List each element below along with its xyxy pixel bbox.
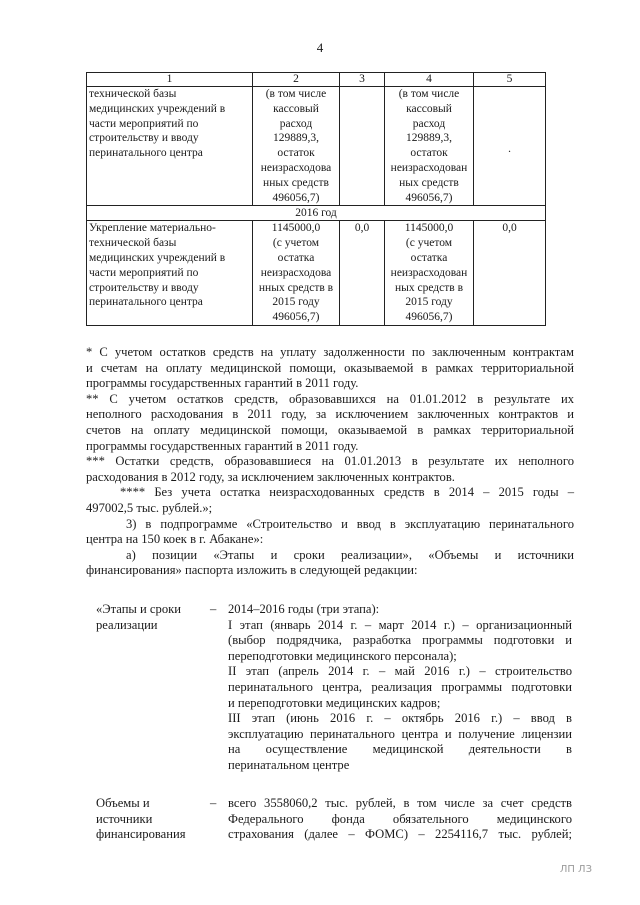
table-year-row — [87, 206, 546, 221]
table-cell-total: 1145000,0 (с учетом остатка неизрасходова нных средств в 2015 году 496056,7) — [253, 221, 340, 326]
stages-dash: – — [210, 602, 217, 616]
stages-content: 2014–2016 годы (три этапа): I этап (январь 2014 г. – март 2014 г.) – организационный (выбор подрядчика, разработка программы подготовки и переподготовки медицинского персонала); II этап (апрель 2014 г. – май 2016 г.) – строительство перинатального центра, реализация программы подготовки и переподготовки медицинских кадров; III этап (июнь 2016 г. – октябрь 2016 г.) – ввод в эксплуатацию перинатального центра и получение лицензии на осуществление медицинской деятельности в перинатальном центре — [228, 602, 572, 772]
header-cell: 3 — [340, 73, 385, 87]
funding-content: всего 3558060,2 тыс. рублей, в том числе за счет средств Федерального фонда обязательного медицинского страхования (далее – ФОМС) – 2254116,7 тыс. рублей; — [228, 796, 572, 842]
header-cell: 4 — [385, 73, 474, 87]
footnote-3: *** Остатки средств, образовавшиеся на 01.01.2013 в результате их неполного — [86, 454, 574, 469]
table-cell-description: технической базы медицинских учреждений в части мероприятий по строительству и вводу перинатального центра — [87, 87, 253, 206]
table-header-row — [87, 73, 546, 87]
funding-dash: – — [210, 796, 217, 810]
financing-table — [86, 72, 546, 326]
header-cell: 2 — [253, 73, 340, 87]
footnote-1: * С учетом остатков средств на уплату задолженности по заключенным контрактам — [86, 345, 574, 359]
table-row — [87, 221, 546, 326]
year-label: 2016 год — [87, 206, 546, 221]
funding-label: Объемы и источники финансирования — [96, 796, 186, 842]
funding-section — [86, 796, 586, 846]
stages-label: «Этапы и сроки реализации — [96, 602, 181, 632]
table-row — [87, 87, 546, 206]
table-cell-col4: 1145000,0 (с учетом остатка неизрасходован ных средств в 2015 году 496056,7) — [385, 221, 474, 326]
table-cell-col3 — [340, 87, 385, 206]
stages-section — [86, 602, 586, 782]
table-cell-col5: · — [474, 87, 546, 206]
table-cell-description: Укрепление материально- технической базы медицинских учреждений в части мероприятий по строительству и вводу перинатального центра — [87, 221, 253, 326]
header-cell: 5 — [474, 73, 546, 87]
paragraph-3: 3) в подпрограмме «Строительство и ввод в эксплуатацию перинатального — [126, 516, 574, 531]
footnote-2: ** С учетом остатков средств, образовавшихся на 01.01.2012 в результате их — [86, 391, 574, 406]
page-number: 4 — [316, 40, 324, 55]
table-cell-col5: 0,0 — [474, 221, 546, 326]
table-cell-col3: 0,0 — [340, 221, 385, 326]
footnote-4: **** Без учета остатка неизрасходованных средств в 2014 – 2015 годы – — [120, 485, 574, 500]
paragraph-a: а) позиции «Этапы и сроки реализации», «Объемы и источники — [126, 547, 574, 562]
scan-mark: ЛП ЛЗ — [559, 864, 592, 875]
footnotes: * С учетом остатков средств на уплату задолженности по заключенным контрактам и счетам на оплату медицинской помощи, оказываемой в рамках территориальной программы государственных гарантий в 2011 году. ** С учетом остатков средств, образовавшихся на 01.01.2012 в результате их неполного расходования в 2011 году, за исключением заключенных контрактов и счетов на оплату медицинской помощи, оказываемой в рамках территориальной программы государственных гарантий в 2011 году. *** Остатки средств, образовавшиеся на 01.01.2013 в результате их неполного расходования в 2012 году, за исключением заключенных контрактов. **** Без учета остатка неизрасходованных средств в 2014 – 2015 годы – 497002,5 тыс. рублей.»; 3) в подпрограмме «Строительство и ввод в эксплуатацию перинатального центра на 150 коек в г. Абакане»: а) позиции «Этапы и сроки реализации», «Объемы и источники финансирования» паспорта изложить в следующей редакции: — [86, 345, 574, 578]
table-cell-col4: (в том числе кассовый расход 129889,3, остаток неизрасходован ных средств 496056,7) — [385, 87, 474, 206]
table-cell-total: (в том числе кассовый расход 129889,3, остаток неизрасходова нных средств 496056,7) — [253, 87, 340, 206]
header-cell: 1 — [87, 73, 253, 87]
